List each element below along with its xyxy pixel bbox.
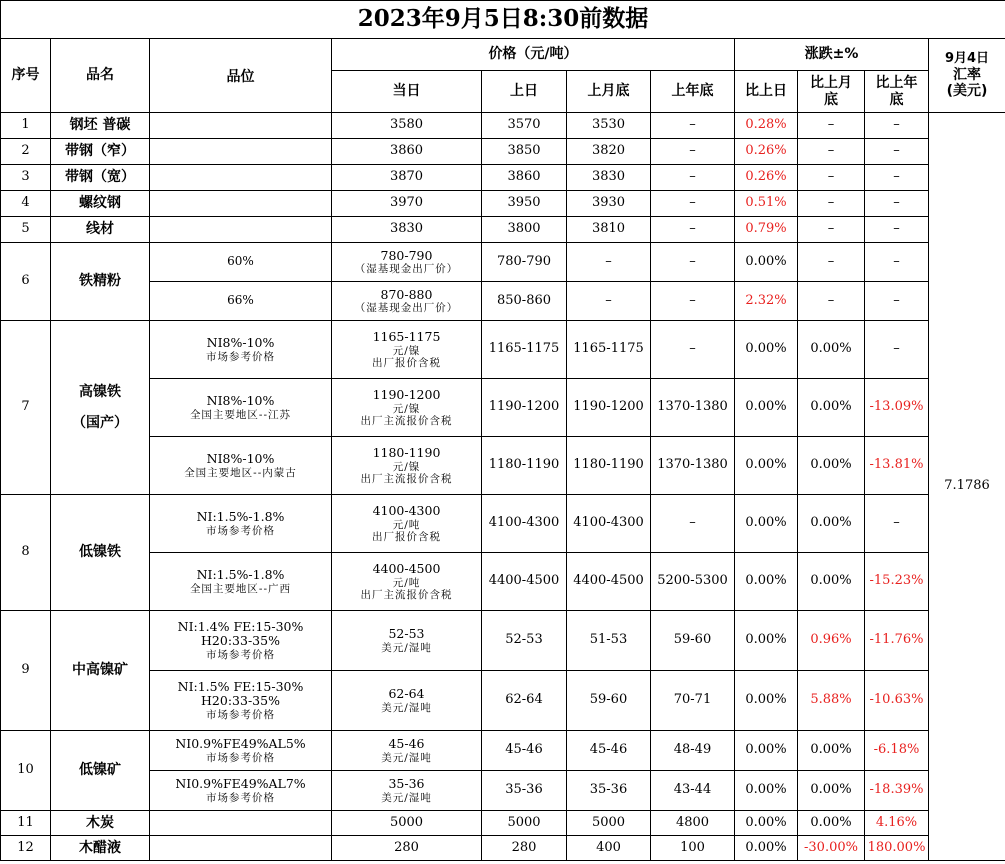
today-unit: 元/镍 [392,460,421,473]
change-day-cell: 0.26% [735,165,798,191]
prev-day-cell: 850-860 [482,282,567,321]
prev-month-cell: 1190-1200 [567,379,651,437]
today-cell [332,437,482,495]
prev-day-cell: 35-36 [482,771,567,811]
prev-day-cell: 52-53 [482,611,567,671]
grade-spec: NI8%-10% [206,335,275,351]
prev-year-cell: – [651,191,735,217]
change-day-cell: 0.00% [735,771,798,811]
seq-cell: 2 [1,139,51,165]
seq-cell: 5 [1,217,51,243]
today-cell: 3870 [332,165,482,191]
change-year-cell: -10.63% [865,671,929,731]
today-unit: 美元/湿吨 [381,751,432,764]
prev-year-cell: 70-71 [651,671,735,731]
change-year-cell: -11.76% [865,611,929,671]
today-note: 出厂主流报价含税 [360,414,453,427]
change-year-cell: 180.00% [865,836,929,861]
today-range: 780-790 [380,247,433,263]
change-year-cell: -13.09% [865,379,929,437]
grade-cell [150,321,332,379]
prev-day-cell: 1165-1175 [482,321,567,379]
grade-spec: NI0.9%FE49%AL7% [175,776,306,792]
change-month-cell: 0.00% [798,495,865,553]
today-cell: 3580 [332,113,482,139]
grade-cell [150,191,332,217]
grade-note: 市场参考价格 [206,648,275,661]
today-range: 35-36 [388,776,425,792]
name-cell: 螺纹钢 [51,191,150,217]
grade-cell [150,811,332,836]
header-vs-prev-month [798,71,865,113]
prev-year-cell: 1370-1380 [651,379,735,437]
prev-month-cell: 51-53 [567,611,651,671]
today-unit: 美元/湿吨 [381,791,432,804]
change-day-cell: 0.00% [735,811,798,836]
prev-month-cell: 3530 [567,113,651,139]
header-today: 当日 [332,71,482,113]
today-range: 4100-4300 [372,503,441,519]
grade-note: 全国主要地区--江苏 [189,408,292,421]
change-day-cell: 0.00% [735,836,798,861]
grade-spec: NI8%-10% [206,393,275,409]
grade-cell [150,553,332,611]
grade-cell [150,217,332,243]
grade-spec: NI:1.5%-1.8% [196,509,285,525]
change-month-cell: 0.00% [798,437,865,495]
seq-cell: 6 [1,243,51,321]
today-cell: 5000 [332,811,482,836]
prev-day-cell: 4100-4300 [482,495,567,553]
prev-year-cell: – [651,495,735,553]
change-year-cell: -18.39% [865,771,929,811]
change-day-cell: 0.00% [735,731,798,771]
change-year-cell: -15.23% [865,553,929,611]
grade-cell [150,731,332,771]
prev-year-cell: – [651,113,735,139]
name-cell: 低镍矿 [51,731,150,811]
name-cell: 带钢（窄） [51,139,150,165]
today-unit: 美元/湿吨 [381,701,432,714]
table-row [1,139,1005,165]
rate-header-line3: (美元) [946,82,988,99]
today-range: 1180-1190 [372,445,441,461]
grade-spec: NI:1.5%-1.8% [196,567,285,583]
today-cell [332,611,482,671]
change-month-cell: 0.00% [798,811,865,836]
today-cell [332,495,482,553]
change-day-cell: 0.00% [735,243,798,282]
change-month-cell: – [798,217,865,243]
change-year-cell: – [865,321,929,379]
change-month-cell: 0.00% [798,553,865,611]
prev-day-cell: 4400-4500 [482,553,567,611]
table-row [1,113,1005,139]
header-prev-year-end: 上年底 [651,71,735,113]
name-cell: 中高镍矿 [51,611,150,731]
today-cell [332,321,482,379]
grade-cell: 60% [150,243,332,282]
grade-spec: NI:1.5% FE:15-30% [177,679,304,695]
today-cell: 3970 [332,191,482,217]
today-note: 出厂报价含税 [372,356,441,369]
change-month-cell: -30.00% [798,836,865,861]
grade-cell [150,165,332,191]
change-day-cell: 0.00% [735,553,798,611]
grade-spec: NI:1.4% FE:15-30% [177,619,304,635]
today-cell [332,671,482,731]
grade-note: 市场参考价格 [206,524,275,537]
today-unit: 元/镍 [392,402,421,415]
table-row [1,282,1005,321]
vs-year-line2: 底 [889,91,904,108]
table-row [1,321,1005,379]
prev-month-cell: 1165-1175 [567,321,651,379]
seq-cell: 9 [1,611,51,731]
change-month-cell: – [798,139,865,165]
grade-spec: NI0.9%FE49%AL5% [175,736,306,752]
vs-year-line1: 比上年 [875,75,918,92]
prev-month-cell: 35-36 [567,771,651,811]
prev-month-cell: 4100-4300 [567,495,651,553]
change-month-cell: 0.00% [798,321,865,379]
header-seq: 序号 [1,39,51,113]
seq-cell: 10 [1,731,51,811]
today-cell [332,379,482,437]
prev-month-cell: 5000 [567,811,651,836]
prev-month-cell: 3830 [567,165,651,191]
prev-year-cell: – [651,282,735,321]
prev-day-cell: 3570 [482,113,567,139]
name-cell [51,321,150,495]
prev-year-cell: – [651,165,735,191]
rate-header-line2: 汇率 [953,66,982,83]
prev-month-cell: 3820 [567,139,651,165]
prev-year-cell: 43-44 [651,771,735,811]
change-year-cell: 4.16% [865,811,929,836]
grade-cell [150,113,332,139]
header-prev-month-end: 上月底 [567,71,651,113]
today-note: 出厂主流报价含税 [360,472,453,485]
grade-cell [150,671,332,731]
prev-month-cell: 59-60 [567,671,651,731]
name-cell: 钢坯 普碳 [51,113,150,139]
prev-day-cell: 5000 [482,811,567,836]
today-range: 870-880 [380,286,433,302]
change-year-cell: – [865,165,929,191]
grade-cell [150,379,332,437]
change-year-cell: – [865,495,929,553]
change-month-cell: – [798,191,865,217]
prev-month-cell: 45-46 [567,731,651,771]
change-month-cell: – [798,243,865,282]
change-day-cell: 2.32% [735,282,798,321]
name-line2: （国产） [72,414,128,431]
today-cell: 3860 [332,139,482,165]
change-day-cell: 0.00% [735,495,798,553]
prev-month-cell: 4400-4500 [567,553,651,611]
prev-year-cell: – [651,321,735,379]
today-unit: 元/镍 [392,344,421,357]
change-month-cell: 0.96% [798,611,865,671]
table-row [1,243,1005,282]
prev-month-cell: – [567,282,651,321]
header-prev-day: 上日 [482,71,567,113]
table-row [1,191,1005,217]
grade-spec-2: H20:33-35% [201,693,280,709]
prev-month-cell: 3930 [567,191,651,217]
prev-month-cell: – [567,243,651,282]
today-cell [332,771,482,811]
grade-cell [150,139,332,165]
change-year-cell: – [865,191,929,217]
change-year-cell: -6.18% [865,731,929,771]
prev-day-cell: 3850 [482,139,567,165]
prev-year-cell: 59-60 [651,611,735,671]
change-year-cell: – [865,139,929,165]
grade-cell [150,437,332,495]
grade-spec: NI8%-10% [206,451,275,467]
rate-header-line1: 9月4日 [944,50,990,66]
grade-cell [150,836,332,861]
page-title: 2023年9月5日8:30前数据 [1,1,1005,39]
table-row [1,165,1005,191]
today-unit: 元/吨 [392,576,421,589]
change-day-cell: 0.51% [735,191,798,217]
prev-day-cell: 62-64 [482,671,567,731]
change-day-cell: 0.00% [735,437,798,495]
prev-day-cell: 3800 [482,217,567,243]
change-month-cell: 5.88% [798,671,865,731]
seq-cell: 7 [1,321,51,495]
today-cell [332,243,482,282]
today-unit: 元/吨 [392,518,421,531]
vs-month-line2: 底 [824,91,838,108]
prev-year-cell: 5200-5300 [651,553,735,611]
table-row [1,611,1005,671]
seq-cell: 1 [1,113,51,139]
change-year-cell: – [865,243,929,282]
today-cell: 280 [332,836,482,861]
name-line1: 高镍铁 [79,384,121,401]
table-row [1,217,1005,243]
today-range: 1165-1175 [372,329,441,345]
grade-note: 市场参考价格 [206,350,275,363]
prev-day-cell: 45-46 [482,731,567,771]
grade-note: 全国主要地区--内蒙古 [184,466,297,479]
prev-day-cell: 1180-1190 [482,437,567,495]
change-month-cell: 0.00% [798,379,865,437]
prev-day-cell: 280 [482,836,567,861]
change-day-cell: 0.79% [735,217,798,243]
today-range: 52-53 [388,626,425,642]
grade-cell [150,771,332,811]
header-vs-prev-day: 比上日 [735,71,798,113]
today-range: 4400-4500 [372,561,441,577]
table-row [1,553,1005,611]
name-cell: 低镍铁 [51,495,150,611]
today-range: 1190-1200 [372,387,441,403]
prev-year-cell: – [651,217,735,243]
prev-day-cell: 3860 [482,165,567,191]
seq-cell: 4 [1,191,51,217]
prev-month-cell: 400 [567,836,651,861]
change-year-cell: – [865,217,929,243]
header-grade: 品位 [150,39,332,113]
grade-cell [150,495,332,553]
header-name: 品名 [51,39,150,113]
header-change-group: 涨跌±% [735,39,929,71]
table-row [1,836,1005,861]
today-note: （湿基现金出厂价） [354,263,459,276]
today-note: （湿基现金出厂价） [354,302,459,315]
change-year-cell: – [865,113,929,139]
seq-cell: 12 [1,836,51,861]
today-note: 出厂主流报价含税 [360,588,453,601]
table-row [1,731,1005,771]
prev-month-cell: 1180-1190 [567,437,651,495]
prev-day-cell: 780-790 [482,243,567,282]
table-row [1,811,1005,836]
change-month-cell: 0.00% [798,731,865,771]
grade-spec-2: H20:33-35% [201,633,280,649]
today-range: 62-64 [388,686,425,702]
change-month-cell: – [798,113,865,139]
today-note: 出厂报价含税 [372,530,441,543]
seq-cell: 3 [1,165,51,191]
seq-cell: 11 [1,811,51,836]
seq-cell: 8 [1,495,51,611]
grade-note: 市场参考价格 [206,751,275,764]
today-unit: 美元/湿吨 [381,641,432,654]
prev-year-cell: 48-49 [651,731,735,771]
change-day-cell: 0.28% [735,113,798,139]
change-month-cell: 0.00% [798,771,865,811]
table-row [1,671,1005,731]
change-day-cell: 0.00% [735,611,798,671]
prev-day-cell: 3950 [482,191,567,217]
grade-cell [150,611,332,671]
change-month-cell: – [798,282,865,321]
name-cell: 线材 [51,217,150,243]
change-day-cell: 0.00% [735,321,798,379]
prev-year-cell: 100 [651,836,735,861]
prev-day-cell: 1190-1200 [482,379,567,437]
grade-cell: 66% [150,282,332,321]
name-cell: 木醋液 [51,836,150,861]
table-row [1,437,1005,495]
change-day-cell: 0.26% [735,139,798,165]
today-cell [332,553,482,611]
today-range: 45-46 [388,736,425,752]
table-row [1,495,1005,553]
prev-month-cell: 3810 [567,217,651,243]
name-cell: 木炭 [51,811,150,836]
vs-month-line1: 比上月 [810,75,852,92]
table-row [1,771,1005,811]
grade-note: 市场参考价格 [206,708,275,721]
change-day-cell: 0.00% [735,671,798,731]
prev-year-cell: – [651,243,735,282]
change-year-cell: -13.81% [865,437,929,495]
table-row [1,379,1005,437]
today-cell [332,731,482,771]
name-cell: 带钢（宽） [51,165,150,191]
prev-year-cell: 4800 [651,811,735,836]
today-cell: 3830 [332,217,482,243]
exchange-rate-value: 7.1786 [929,113,1005,861]
name-cell: 铁精粉 [51,243,150,321]
change-month-cell: – [798,165,865,191]
header-exchange-rate [929,39,1005,113]
prev-year-cell: 1370-1380 [651,437,735,495]
today-cell [332,282,482,321]
change-day-cell: 0.00% [735,379,798,437]
header-vs-prev-year [865,71,929,113]
prev-year-cell: – [651,139,735,165]
header-price-group: 价格（元/吨） [332,39,735,71]
grade-note: 市场参考价格 [206,791,275,804]
change-year-cell: – [865,282,929,321]
grade-note: 全国主要地区--广西 [189,582,292,595]
